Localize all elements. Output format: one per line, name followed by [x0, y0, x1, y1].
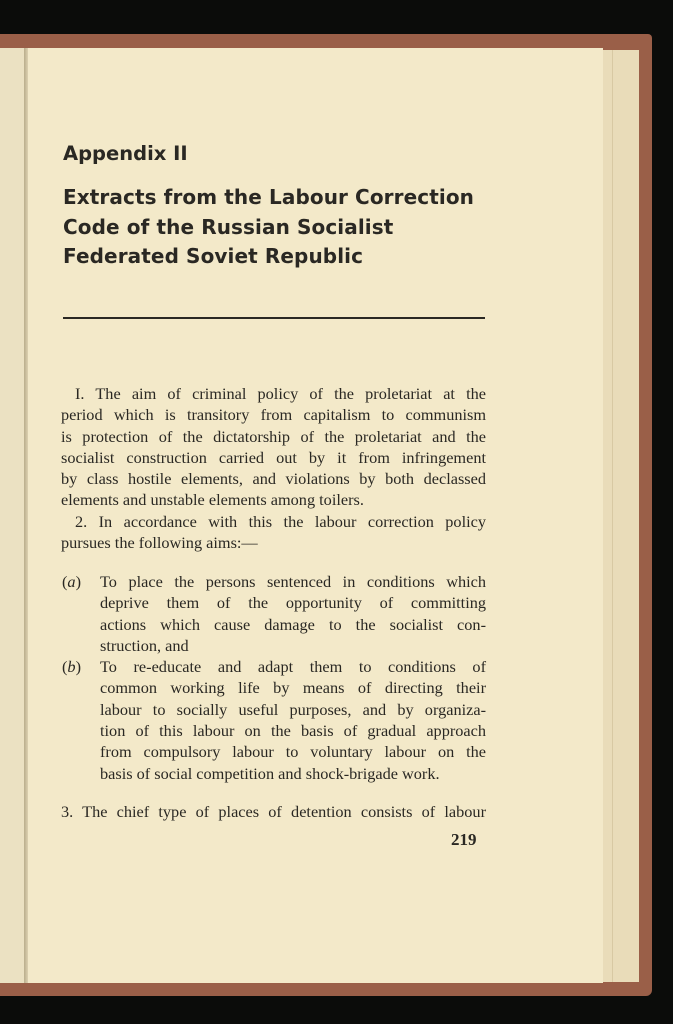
list-item-b [61, 656, 486, 784]
title-line: Federated Soviet Republic [63, 244, 364, 268]
text-line: struction, and [100, 635, 189, 655]
paragraph-3 [61, 801, 486, 822]
horizontal-rule [63, 317, 485, 319]
text-line: To place the persons sentenced in conditions which [100, 572, 486, 591]
title-line: Extracts from the Labour Correction [63, 185, 475, 209]
text-line: period which is transitory from capitalism to communism [61, 405, 486, 425]
title-line: Code of the Russian Socialist [63, 214, 394, 239]
text-line: tion of this labour on the basis of gradual approach [100, 721, 486, 741]
text-line: I. The aim of criminal policy of the proletariat at the [75, 384, 486, 403]
text-line: basis of social competition and shock-brigade work. [100, 763, 440, 783]
text-line: actions which cause damage to the socialist con- [100, 614, 486, 634]
page-number: 219 [451, 830, 477, 849]
text-line: is protection of the dictatorship of the proletariat and the [61, 426, 486, 446]
text-line: elements and unstable elements among toilers. [61, 490, 364, 510]
appendix-label: Appendix II [63, 142, 188, 165]
text-line: To re-educate and adapt them to conditions of [100, 657, 486, 677]
text-line: pursues the following aims:— [61, 533, 258, 553]
text-line: labour to socially useful purposes, and by organiza- [100, 699, 486, 719]
text-line: from compulsory labour to voluntary labour on the [100, 742, 486, 762]
text-line: 2. In accordance with this the labour correction policy [75, 511, 486, 531]
list-marker: (b) [62, 657, 81, 677]
paragraph-1-2 [61, 383, 486, 553]
page-edges [600, 50, 639, 982]
facing-page-edge [0, 48, 24, 983]
chapter-title [63, 183, 493, 272]
list-marker-letter: b [67, 657, 76, 677]
text-line: 3. The chief type of places of detention consists of labour [61, 802, 486, 821]
text-line: common working life by means of directing their [100, 678, 486, 698]
text-line: deprive them of the opportunity of committing [100, 593, 486, 613]
text-line: by class hostile elements, and violations by both declassed [61, 469, 486, 489]
aims-list [61, 571, 486, 784]
list-marker-letter: a [67, 572, 76, 591]
list-item-a [61, 571, 486, 656]
text-line: socialist construction carried out by it from infringement [61, 447, 486, 467]
list-marker: (a) [62, 572, 81, 591]
